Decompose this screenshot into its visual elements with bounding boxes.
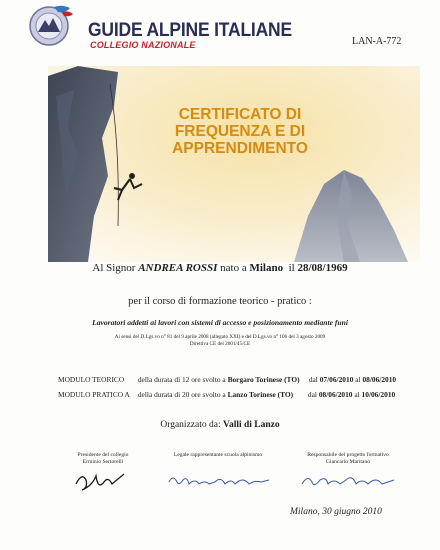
signature-role-title: Responsabile del progetto formativo <box>307 452 389 458</box>
module-from-label: dal <box>308 375 318 384</box>
module-from-label: dal <box>307 390 317 399</box>
module-duration: della durata di 20 ore svolto a <box>137 390 226 399</box>
course-intro: per il corso di formazione teorico - pratico : <box>128 296 312 307</box>
organizer-name: Valli di Lanzo <box>222 420 280 430</box>
law-reference-2: Direttiva CE del 2001/45/CE <box>189 341 251 347</box>
climber-mountain-illustration <box>48 66 420 262</box>
signature-project-mark <box>298 470 398 492</box>
born-il: il <box>288 262 295 274</box>
recipient-line <box>0 262 440 274</box>
module-place: Borgaro Torinese (TO) <box>227 375 300 384</box>
module-label: MODULO PRATICO A <box>58 390 130 399</box>
module-duration: della durata di 12 ore svolto a <box>137 375 226 384</box>
signature-role-name: Erminio Sertorelli <box>82 459 124 465</box>
signature-role-project <box>288 452 408 466</box>
born-place: Milano <box>249 262 284 274</box>
org-name: GUIDE ALPINE ITALIANE <box>88 20 292 41</box>
place-and-date: Milano, 30 giugno 2010 <box>290 507 382 517</box>
recipient-prefix: Al Signor <box>92 262 136 274</box>
module-to: 08/06/2010 <box>362 375 397 384</box>
module-row <box>58 375 396 384</box>
course-name: Lavoratori addetti ai lavori con sistemi di accesso e posizionamento mediante funi <box>92 318 348 327</box>
title-line-2: FREQUENZA E DI <box>174 123 306 140</box>
module-from: 07/06/2010 <box>319 375 354 384</box>
certificate-title <box>150 106 330 157</box>
signature-role-president <box>58 452 148 466</box>
module-place: Lanzo Torinese (TO) <box>227 390 294 399</box>
organizer-label: Organizzato da: <box>160 420 221 430</box>
module-row <box>58 390 395 399</box>
document-code: LAN-A-772 <box>352 36 402 47</box>
guide-alpine-emblem-icon <box>28 4 74 48</box>
signature-role-title: Legale rappresentante scuola alpinismo <box>173 452 263 458</box>
org-subtitle: COLLEGIO NAZIONALE <box>90 40 196 50</box>
module-label: MODULO TEORICO <box>58 375 125 384</box>
signature-president-mark <box>72 466 128 496</box>
organizer-line <box>0 420 440 430</box>
module-from: 08/06/2010 <box>318 390 353 399</box>
module-to-label: al <box>355 375 361 384</box>
signature-role-school <box>148 452 288 459</box>
recipient-name: ANDREA ROSSI <box>138 262 218 274</box>
born-label: nato a <box>220 262 247 274</box>
born-date: 28/08/1969 <box>297 262 348 274</box>
module-to: 10/06/2010 <box>361 390 396 399</box>
title-line-1: CERTIFICATO DI <box>178 106 302 123</box>
law-reference-1: Ai sensi del D.Lgs.vo n° 81 del 9 aprile 2008 (allegato XXI) e del D.Lgs.vo n° 106 del 3 agosto 2009 <box>114 334 326 340</box>
title-line-3: APPRENDIMENTO <box>172 140 308 157</box>
signature-role-name: Giancarlo Maritano <box>326 459 370 465</box>
signature-role-title: Presidente del collegio <box>77 452 129 458</box>
module-to-label: al <box>354 390 360 399</box>
signature-school-mark <box>165 470 275 492</box>
